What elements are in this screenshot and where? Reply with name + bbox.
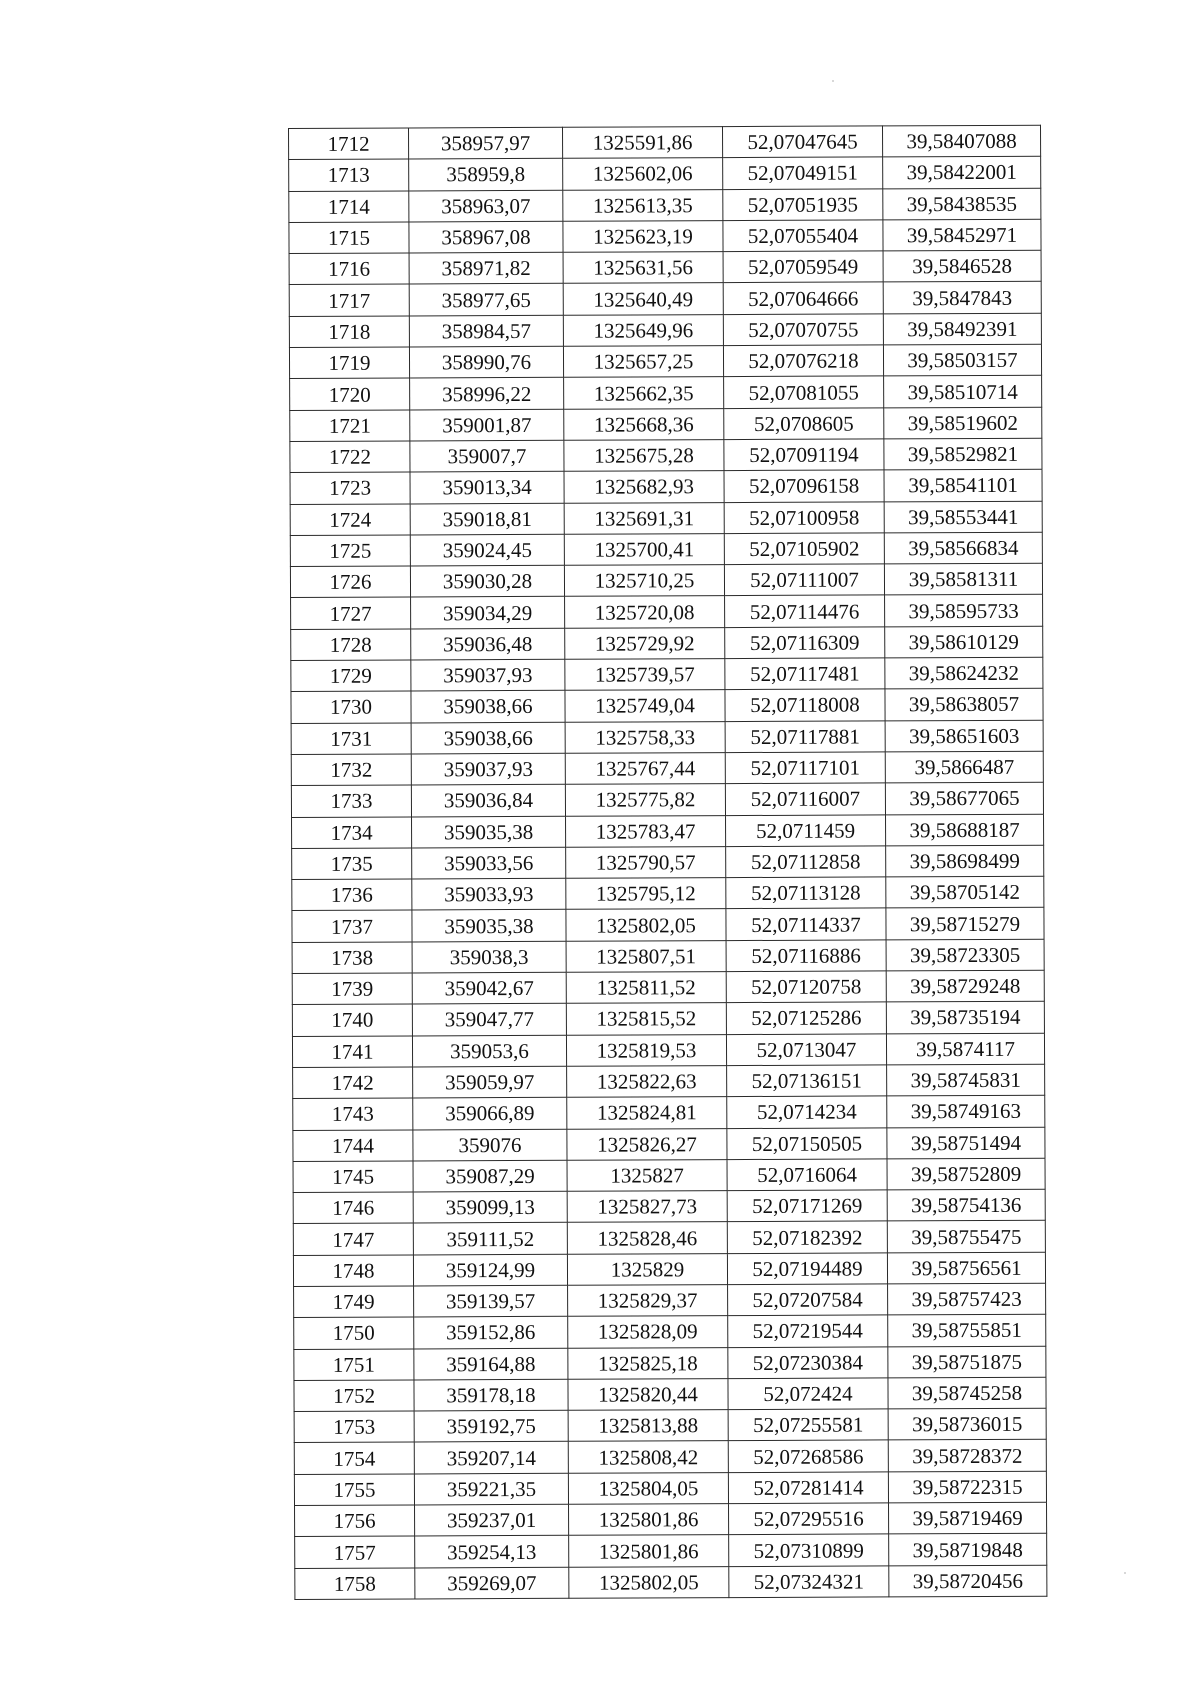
x-coordinate-cell: 359124,99: [413, 1254, 567, 1286]
point-number-cell: 1726: [290, 566, 410, 598]
x-coordinate-cell: 358967,08: [409, 221, 563, 253]
point-number-cell: 1748: [293, 1255, 413, 1287]
table-row: [289, 250, 1041, 285]
latitude-cell: 52,07117481: [725, 658, 885, 690]
y-coordinate-cell: 1325801,86: [569, 1535, 729, 1567]
table-row: [292, 939, 1044, 974]
table-row: [291, 595, 1043, 630]
longitude-cell: 39,58722315: [888, 1471, 1046, 1503]
table-row: [290, 501, 1042, 536]
y-coordinate-cell: 1325819,53: [566, 1034, 726, 1066]
latitude-cell: 52,07111007: [724, 564, 884, 596]
longitude-cell: 39,58745831: [887, 1064, 1045, 1096]
longitude-cell: 39,58735194: [886, 1002, 1044, 1034]
x-coordinate-cell: 359036,84: [411, 785, 565, 817]
longitude-cell: 39,58723305: [886, 939, 1044, 971]
x-coordinate-cell: 358957,97: [409, 127, 563, 159]
table-row: [294, 1346, 1046, 1381]
y-coordinate-cell: 1325827,73: [567, 1191, 727, 1223]
latitude-cell: 52,07059549: [723, 251, 883, 283]
latitude-cell: 52,07117881: [725, 721, 885, 753]
longitude-cell: 39,58510714: [884, 376, 1042, 408]
x-coordinate-cell: 359037,93: [411, 753, 565, 785]
point-number-cell: 1731: [291, 723, 411, 755]
latitude-cell: 52,0711459: [726, 814, 886, 846]
latitude-cell: 52,07112858: [726, 846, 886, 878]
latitude-cell: 52,07116309: [725, 627, 885, 659]
point-number-cell: 1740: [292, 1004, 412, 1036]
latitude-cell: 52,07116007: [725, 783, 885, 815]
point-number-cell: 1743: [293, 1098, 413, 1130]
latitude-cell: 52,07117101: [725, 752, 885, 784]
longitude-cell: 39,58651603: [885, 720, 1043, 752]
x-coordinate-cell: 359042,67: [412, 972, 566, 1004]
point-number-cell: 1745: [293, 1161, 413, 1193]
latitude-cell: 52,07194489: [727, 1253, 887, 1285]
y-coordinate-cell: 1325827: [567, 1159, 727, 1191]
table-row: [290, 376, 1042, 411]
latitude-cell: 52,0716064: [727, 1159, 887, 1191]
latitude-cell: 52,07091194: [724, 439, 884, 471]
longitude-cell: 39,58688187: [886, 814, 1044, 846]
x-coordinate-cell: 359035,38: [412, 816, 566, 848]
table-row: [293, 1252, 1045, 1287]
longitude-cell: 39,58452971: [883, 219, 1041, 251]
table-row: [289, 157, 1041, 192]
point-number-cell: 1714: [289, 191, 409, 223]
longitude-cell: 39,58745258: [888, 1377, 1046, 1409]
longitude-cell: 39,58736015: [888, 1408, 1046, 1440]
longitude-cell: 39,58751875: [888, 1346, 1046, 1378]
longitude-cell: 39,58566834: [884, 532, 1042, 564]
x-coordinate-cell: 358971,82: [409, 252, 563, 284]
longitude-cell: 39,58519602: [884, 407, 1042, 439]
point-number-cell: 1752: [294, 1380, 414, 1412]
y-coordinate-cell: 1325591,86: [562, 127, 722, 159]
point-number-cell: 1757: [295, 1536, 415, 1568]
latitude-cell: 52,0714234: [727, 1096, 887, 1128]
x-coordinate-cell: 358963,07: [409, 190, 563, 222]
longitude-cell: 39,58755475: [887, 1221, 1045, 1253]
x-coordinate-cell: 359076: [413, 1129, 567, 1161]
latitude-cell: 52,07207584: [728, 1284, 888, 1316]
point-number-cell: 1741: [292, 1036, 412, 1068]
point-number-cell: 1717: [289, 284, 409, 316]
longitude-cell: 39,58749163: [887, 1095, 1045, 1127]
point-number-cell: 1758: [295, 1568, 415, 1600]
y-coordinate-cell: 1325790,57: [566, 846, 726, 878]
x-coordinate-cell: 359038,3: [412, 941, 566, 973]
point-number-cell: 1728: [291, 629, 411, 661]
y-coordinate-cell: 1325631,56: [563, 252, 723, 284]
coordinates-table-body: [289, 125, 1047, 1599]
x-coordinate-cell: 359099,13: [413, 1191, 567, 1223]
x-coordinate-cell: 359035,38: [412, 910, 566, 942]
y-coordinate-cell: 1325820,44: [568, 1378, 728, 1410]
table-row: [292, 876, 1044, 911]
x-coordinate-cell: 359024,45: [410, 534, 564, 566]
y-coordinate-cell: 1325801,86: [569, 1504, 729, 1536]
longitude-cell: 39,58757423: [888, 1283, 1046, 1315]
y-coordinate-cell: 1325822,63: [567, 1066, 727, 1098]
table-row: [291, 689, 1043, 724]
point-number-cell: 1750: [294, 1317, 414, 1349]
y-coordinate-cell: 1325825,18: [568, 1347, 728, 1379]
table-row: [289, 188, 1041, 223]
table-row: [291, 626, 1043, 661]
table-row: [293, 1158, 1045, 1193]
longitude-cell: 39,58624232: [885, 657, 1043, 689]
point-number-cell: 1744: [293, 1129, 413, 1161]
x-coordinate-cell: 359192,75: [414, 1410, 568, 1442]
y-coordinate-cell: 1325813,88: [568, 1410, 728, 1442]
table-row: [292, 1002, 1044, 1037]
latitude-cell: 52,07182392: [727, 1221, 887, 1253]
longitude-cell: 39,5847843: [883, 282, 1041, 314]
latitude-cell: 52,07064666: [723, 282, 883, 314]
latitude-cell: 52,07310899: [729, 1534, 889, 1566]
latitude-cell: 52,07118008: [725, 689, 885, 721]
x-coordinate-cell: 359038,66: [411, 722, 565, 754]
latitude-cell: 52,07081055: [724, 376, 884, 408]
point-number-cell: 1738: [292, 942, 412, 974]
longitude-cell: 39,58719469: [889, 1502, 1047, 1534]
x-coordinate-cell: 359047,77: [412, 1004, 566, 1036]
x-coordinate-cell: 359033,56: [412, 847, 566, 879]
x-coordinate-cell: 359053,6: [412, 1035, 566, 1067]
table-row: [292, 814, 1044, 849]
longitude-cell: 39,58407088: [882, 125, 1040, 157]
longitude-cell: 39,5874117: [886, 1033, 1044, 1065]
longitude-cell: 39,58553441: [884, 501, 1042, 533]
point-number-cell: 1729: [291, 660, 411, 692]
point-number-cell: 1756: [295, 1505, 415, 1537]
longitude-cell: 39,58719848: [889, 1534, 1047, 1566]
latitude-cell: 52,07105902: [724, 533, 884, 565]
x-coordinate-cell: 359178,18: [414, 1379, 568, 1411]
latitude-cell: 52,07295516: [729, 1503, 889, 1535]
longitude-cell: 39,58752809: [887, 1158, 1045, 1190]
point-number-cell: 1753: [294, 1411, 414, 1443]
table-row: [293, 1095, 1045, 1130]
x-coordinate-cell: 359254,13: [415, 1536, 569, 1568]
point-number-cell: 1719: [289, 347, 409, 379]
latitude-cell: 52,07076218: [723, 345, 883, 377]
point-number-cell: 1713: [289, 159, 409, 191]
point-number-cell: 1742: [293, 1067, 413, 1099]
x-coordinate-cell: 359007,7: [410, 440, 564, 472]
table-row: [295, 1565, 1047, 1600]
x-coordinate-cell: 359066,89: [413, 1097, 567, 1129]
y-coordinate-cell: 1325640,49: [563, 283, 723, 315]
point-number-cell: 1727: [291, 597, 411, 629]
longitude-cell: 39,58422001: [883, 157, 1041, 189]
longitude-cell: 39,58492391: [883, 313, 1041, 345]
point-number-cell: 1725: [290, 535, 410, 567]
longitude-cell: 39,58756561: [887, 1252, 1045, 1284]
latitude-cell: 52,07096158: [724, 470, 884, 502]
table-row: [293, 1127, 1045, 1162]
x-coordinate-cell: 359269,07: [415, 1567, 569, 1599]
table-row: [293, 1221, 1045, 1256]
longitude-cell: 39,58503157: [883, 344, 1041, 376]
y-coordinate-cell: 1325807,51: [566, 940, 726, 972]
x-coordinate-cell: 359033,93: [412, 878, 566, 910]
longitude-cell: 39,58638057: [885, 689, 1043, 721]
longitude-cell: 39,58438535: [883, 188, 1041, 220]
table-row: [289, 313, 1041, 348]
longitude-cell: 39,58529821: [884, 438, 1042, 470]
table-row: [294, 1314, 1046, 1349]
table-row: [290, 563, 1042, 598]
table-row: [293, 1189, 1045, 1224]
y-coordinate-cell: 1325668,36: [564, 408, 724, 440]
latitude-cell: 52,07125286: [726, 1002, 886, 1034]
table-row: [294, 1377, 1046, 1412]
table-row: [289, 282, 1041, 317]
table-row: [290, 407, 1042, 442]
longitude-cell: 39,58755851: [888, 1314, 1046, 1346]
y-coordinate-cell: 1325691,31: [564, 502, 724, 534]
x-coordinate-cell: 359139,57: [414, 1285, 568, 1317]
scan-speck: [1124, 1572, 1126, 1574]
point-number-cell: 1733: [291, 785, 411, 817]
x-coordinate-cell: 358984,57: [409, 315, 563, 347]
longitude-cell: 39,58720456: [889, 1565, 1047, 1597]
longitude-cell: 39,58698499: [886, 845, 1044, 877]
latitude-cell: 52,07281414: [728, 1472, 888, 1504]
point-number-cell: 1734: [292, 816, 412, 848]
x-coordinate-cell: 358977,65: [409, 284, 563, 316]
longitude-cell: 39,58751494: [887, 1127, 1045, 1159]
latitude-cell: 52,07047645: [722, 126, 882, 158]
x-coordinate-cell: 359237,01: [415, 1504, 569, 1536]
y-coordinate-cell: 1325829,37: [568, 1285, 728, 1317]
y-coordinate-cell: 1325802,05: [566, 909, 726, 941]
x-coordinate-cell: 359037,93: [411, 659, 565, 691]
x-coordinate-cell: 359018,81: [410, 503, 564, 535]
point-number-cell: 1715: [289, 222, 409, 254]
latitude-cell: 52,07116886: [726, 940, 886, 972]
longitude-cell: 39,58715279: [886, 908, 1044, 940]
y-coordinate-cell: 1325700,41: [564, 533, 724, 565]
y-coordinate-cell: 1325720,08: [565, 596, 725, 628]
y-coordinate-cell: 1325675,28: [564, 440, 724, 472]
point-number-cell: 1746: [293, 1192, 413, 1224]
y-coordinate-cell: 1325808,42: [568, 1441, 728, 1473]
y-coordinate-cell: 1325828,46: [567, 1222, 727, 1254]
latitude-cell: 52,07070755: [723, 314, 883, 346]
longitude-cell: 39,58754136: [887, 1189, 1045, 1221]
latitude-cell: 52,07136151: [727, 1065, 887, 1097]
latitude-cell: 52,072424: [728, 1378, 888, 1410]
x-coordinate-cell: 359164,88: [414, 1348, 568, 1380]
table-row: [290, 469, 1042, 504]
y-coordinate-cell: 1325828,09: [568, 1316, 728, 1348]
scan-speck: [832, 80, 834, 82]
point-number-cell: 1751: [294, 1349, 414, 1381]
point-number-cell: 1716: [289, 253, 409, 285]
longitude-cell: 39,58728372: [888, 1440, 1046, 1472]
table-row: [291, 657, 1043, 692]
latitude-cell: 52,07120758: [726, 971, 886, 1003]
table-row: [291, 782, 1043, 817]
point-number-cell: 1739: [292, 973, 412, 1005]
latitude-cell: 52,07324321: [729, 1566, 889, 1598]
y-coordinate-cell: 1325829: [567, 1253, 727, 1285]
latitude-cell: 52,07051935: [723, 188, 883, 220]
y-coordinate-cell: 1325775,82: [565, 784, 725, 816]
x-coordinate-cell: 359221,35: [414, 1473, 568, 1505]
y-coordinate-cell: 1325824,81: [567, 1097, 727, 1129]
latitude-cell: 52,07113128: [726, 877, 886, 909]
latitude-cell: 52,07100958: [724, 501, 884, 533]
y-coordinate-cell: 1325804,05: [568, 1472, 728, 1504]
table-row: [289, 344, 1041, 379]
point-number-cell: 1720: [290, 378, 410, 410]
y-coordinate-cell: 1325739,57: [565, 659, 725, 691]
longitude-cell: 39,58610129: [885, 626, 1043, 658]
point-number-cell: 1732: [291, 754, 411, 786]
point-number-cell: 1735: [292, 848, 412, 880]
y-coordinate-cell: 1325783,47: [566, 815, 726, 847]
latitude-cell: 52,07114476: [725, 595, 885, 627]
point-number-cell: 1730: [291, 691, 411, 723]
y-coordinate-cell: 1325649,96: [563, 314, 723, 346]
point-number-cell: 1722: [290, 441, 410, 473]
y-coordinate-cell: 1325758,33: [565, 721, 725, 753]
point-number-cell: 1737: [292, 910, 412, 942]
latitude-cell: 52,07049151: [723, 157, 883, 189]
x-coordinate-cell: 359001,87: [410, 409, 564, 441]
latitude-cell: 52,07268586: [728, 1440, 888, 1472]
point-number-cell: 1755: [294, 1474, 414, 1506]
point-number-cell: 1736: [292, 879, 412, 911]
table-row: [289, 219, 1041, 254]
latitude-cell: 52,07219544: [728, 1315, 888, 1347]
table-row: [290, 438, 1042, 473]
point-number-cell: 1749: [294, 1286, 414, 1318]
x-coordinate-cell: 359111,52: [413, 1223, 567, 1255]
table-row: [292, 845, 1044, 880]
x-coordinate-cell: 359034,29: [411, 597, 565, 629]
table-row: [292, 908, 1044, 943]
y-coordinate-cell: 1325710,25: [564, 565, 724, 597]
table-row: [292, 970, 1044, 1005]
y-coordinate-cell: 1325602,06: [563, 158, 723, 190]
longitude-cell: 39,58541101: [884, 469, 1042, 501]
table-row: [294, 1440, 1046, 1475]
y-coordinate-cell: 1325729,92: [565, 627, 725, 659]
latitude-cell: 52,0713047: [726, 1034, 886, 1066]
y-coordinate-cell: 1325802,05: [569, 1566, 729, 1598]
x-coordinate-cell: 359087,29: [413, 1160, 567, 1192]
point-number-cell: 1718: [289, 316, 409, 348]
x-coordinate-cell: 358959,8: [409, 159, 563, 191]
y-coordinate-cell: 1325767,44: [565, 753, 725, 785]
table-row: [290, 532, 1042, 567]
x-coordinate-cell: 359030,28: [410, 565, 564, 597]
latitude-cell: 52,07255581: [728, 1409, 888, 1441]
table-row: [291, 720, 1043, 755]
y-coordinate-cell: 1325795,12: [566, 878, 726, 910]
table-row: [294, 1471, 1046, 1506]
y-coordinate-cell: 1325811,52: [566, 972, 726, 1004]
point-number-cell: 1754: [294, 1442, 414, 1474]
coordinates-table: [288, 125, 1047, 1600]
longitude-cell: 39,58581311: [884, 563, 1042, 595]
latitude-cell: 52,07230384: [728, 1346, 888, 1378]
table-row: [293, 1064, 1045, 1099]
x-coordinate-cell: 359036,48: [411, 628, 565, 660]
table-row: [294, 1408, 1046, 1443]
longitude-cell: 39,58705142: [886, 876, 1044, 908]
longitude-cell: 39,5866487: [885, 751, 1043, 783]
longitude-cell: 39,58677065: [885, 782, 1043, 814]
latitude-cell: 52,07150505: [727, 1127, 887, 1159]
point-number-cell: 1724: [290, 504, 410, 536]
table-row: [294, 1283, 1046, 1318]
longitude-cell: 39,58595733: [885, 595, 1043, 627]
longitude-cell: 39,5846528: [883, 250, 1041, 282]
x-coordinate-cell: 359152,86: [414, 1317, 568, 1349]
point-number-cell: 1721: [290, 410, 410, 442]
table-row: [289, 125, 1041, 160]
x-coordinate-cell: 359059,97: [413, 1066, 567, 1098]
y-coordinate-cell: 1325826,27: [567, 1128, 727, 1160]
x-coordinate-cell: 359013,34: [410, 472, 564, 504]
table-row: [295, 1534, 1047, 1569]
y-coordinate-cell: 1325657,25: [563, 346, 723, 378]
y-coordinate-cell: 1325682,93: [564, 471, 724, 503]
table-row: [291, 751, 1043, 786]
y-coordinate-cell: 1325749,04: [565, 690, 725, 722]
point-number-cell: 1723: [290, 472, 410, 504]
latitude-cell: 52,0708605: [724, 408, 884, 440]
y-coordinate-cell: 1325815,52: [566, 1003, 726, 1035]
y-coordinate-cell: 1325662,35: [564, 377, 724, 409]
point-number-cell: 1712: [289, 128, 409, 160]
latitude-cell: 52,07055404: [723, 220, 883, 252]
latitude-cell: 52,07171269: [727, 1190, 887, 1222]
latitude-cell: 52,07114337: [726, 908, 886, 940]
x-coordinate-cell: 359207,14: [414, 1442, 568, 1474]
table-row: [295, 1502, 1047, 1537]
y-coordinate-cell: 1325613,35: [563, 189, 723, 221]
x-coordinate-cell: 358996,22: [410, 378, 564, 410]
longitude-cell: 39,58729248: [886, 970, 1044, 1002]
point-number-cell: 1747: [293, 1223, 413, 1255]
y-coordinate-cell: 1325623,19: [563, 220, 723, 252]
table-row: [292, 1033, 1044, 1068]
x-coordinate-cell: 359038,66: [411, 691, 565, 723]
x-coordinate-cell: 358990,76: [409, 346, 563, 378]
